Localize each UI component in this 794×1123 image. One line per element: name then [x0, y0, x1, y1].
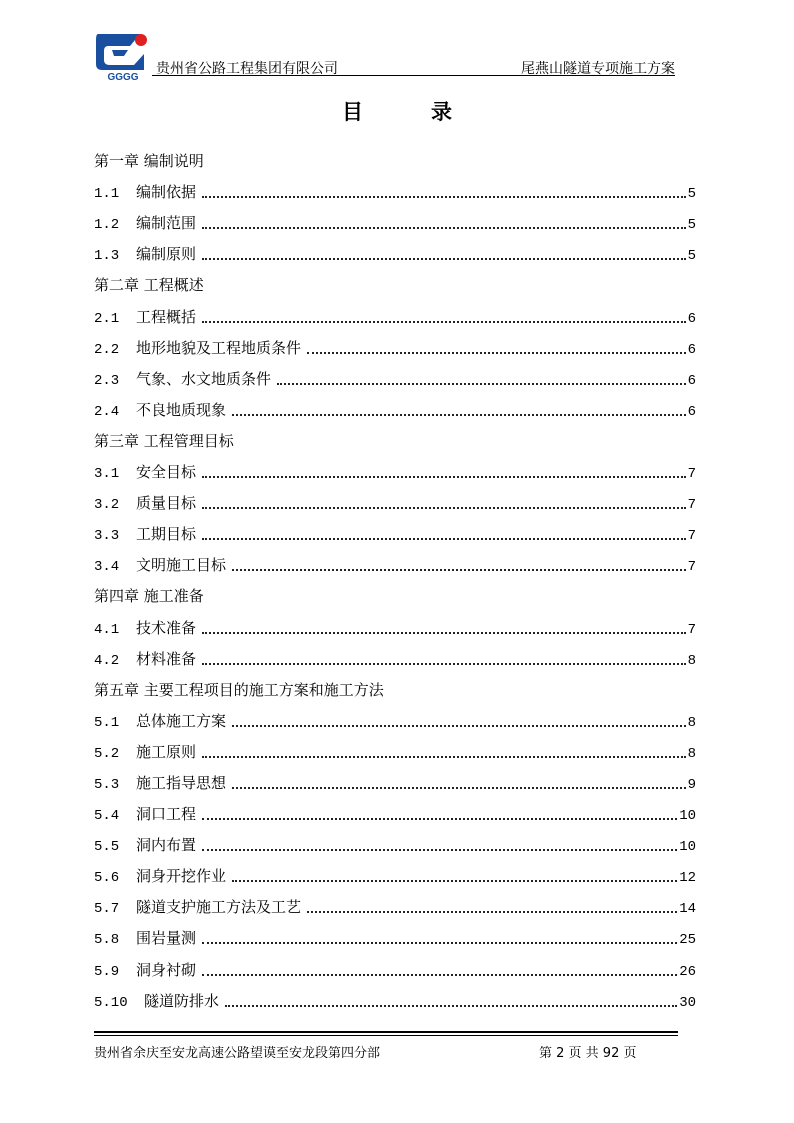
toc-entry[interactable]	[94, 513, 696, 544]
toc-leader-dots	[232, 715, 686, 727]
toc-entry-number: 1.2	[94, 217, 120, 234]
toc-entry-page: 25	[679, 932, 696, 949]
toc-chapter-label: 第四章 施工准备	[94, 587, 204, 606]
toc-entry-number: 5.3	[94, 776, 120, 793]
toc-entry-number: 3.3	[94, 528, 120, 545]
toc-entry-label: 不良地质现象	[136, 400, 227, 419]
toc-entry-page: 8	[687, 652, 696, 669]
toc-entry[interactable]	[94, 451, 696, 482]
toc-entry[interactable]	[94, 202, 696, 233]
toc-entry-page: 5	[687, 217, 696, 234]
toc-chapter[interactable]	[94, 575, 696, 606]
toc-entry-page: 5	[687, 248, 696, 265]
toc-entry-label: 工期目标	[136, 525, 197, 544]
toc-leader-dots	[202, 808, 677, 820]
toc-entry[interactable]	[94, 544, 696, 575]
toc-entry-number: 5.4	[94, 808, 120, 825]
toc-title	[0, 96, 794, 126]
toc-chapter[interactable]	[94, 140, 696, 171]
toc-entry-label: 安全目标	[136, 463, 197, 482]
toc-entry[interactable]	[94, 886, 696, 917]
toc-leader-dots	[232, 870, 677, 882]
toc-leader-dots	[202, 932, 677, 944]
logo-text: GGGG	[107, 72, 139, 82]
toc-entry-label: 施工指导思想	[136, 773, 227, 792]
toc-entry-page: 6	[687, 310, 696, 327]
toc-entry-page: 5	[687, 186, 696, 203]
toc-entry-page: 9	[687, 776, 696, 793]
toc-entry[interactable]	[94, 327, 696, 358]
toc-leader-dots	[202, 653, 686, 665]
toc-leader-dots	[232, 777, 686, 789]
toc-entry-number: 4.2	[94, 652, 120, 669]
toc-chapter-label: 第一章 编制说明	[94, 152, 204, 171]
toc-entry-label: 洞内布置	[136, 836, 197, 855]
toc-leader-dots	[202, 622, 686, 634]
toc-entry-label: 编制原则	[136, 245, 197, 264]
toc-entry-label: 文明施工目标	[136, 556, 227, 575]
toc-leader-dots	[202, 186, 686, 198]
toc-entry[interactable]	[94, 980, 696, 1011]
header-company: 贵州省公路工程集团有限公司	[156, 61, 338, 77]
toc-entry-page: 12	[679, 870, 696, 887]
toc-entry[interactable]	[94, 855, 696, 886]
toc-entry-page: 30	[679, 994, 696, 1011]
toc-entry-label: 质量目标	[136, 494, 197, 513]
toc-entry-number: 5.1	[94, 714, 120, 731]
toc-entry-number: 2.3	[94, 372, 120, 389]
toc-entry-number: 4.1	[94, 621, 120, 638]
toc-entry[interactable]	[94, 482, 696, 513]
toc-entry-label: 洞口工程	[136, 805, 197, 824]
toc-entry-page: 7	[687, 528, 696, 545]
toc-leader-dots	[225, 995, 677, 1007]
toc-chapter-label: 第二章 工程概述	[94, 276, 204, 295]
toc-entry-label: 洞身开挖作业	[136, 867, 227, 886]
toc-entry-label: 总体施工方案	[136, 711, 227, 730]
toc-entry-page: 8	[687, 745, 696, 762]
toc-leader-dots	[202, 964, 677, 976]
toc-leader-dots	[202, 746, 686, 758]
toc-leader-dots	[202, 497, 686, 509]
toc-entry[interactable]	[94, 358, 696, 389]
toc-entry-page: 6	[687, 341, 696, 358]
toc-chapter[interactable]	[94, 264, 696, 295]
toc-leader-dots	[232, 559, 686, 571]
footer-rule-thin	[94, 1035, 678, 1036]
toc-leader-dots	[307, 342, 686, 354]
toc-entry-label: 地形地貌及工程地质条件	[136, 338, 302, 357]
toc-entry[interactable]	[94, 917, 696, 948]
toc-leader-dots	[277, 373, 686, 385]
toc-entry-number: 5.5	[94, 839, 120, 856]
toc-title-char2: 录	[431, 99, 452, 124]
toc-entry[interactable]	[94, 389, 696, 420]
toc-entry-page: 6	[687, 372, 696, 389]
toc-entry-number: 5.6	[94, 870, 120, 887]
toc-entry-label: 隧道防排水	[144, 991, 220, 1010]
toc-entry[interactable]	[94, 233, 696, 264]
header-rule	[152, 75, 675, 76]
toc-leader-dots	[232, 404, 686, 416]
footer-page-number: 第 2 页 共 92 页	[539, 1046, 637, 1061]
toc-entry[interactable]	[94, 824, 696, 855]
toc-entry-label: 工程概括	[136, 307, 197, 326]
toc-entry[interactable]	[94, 171, 696, 202]
toc-entry-label: 编制范围	[136, 214, 197, 233]
toc-chapter-label: 第五章 主要工程项目的施工方案和施工方法	[94, 680, 384, 699]
toc-leader-dots	[202, 839, 677, 851]
toc-entry-label: 围岩量测	[136, 929, 197, 948]
footer-rule	[94, 1031, 678, 1033]
toc-entry-page: 7	[687, 497, 696, 514]
toc-entry-label: 施工原则	[136, 742, 197, 761]
toc-entry-label: 洞身衬砌	[136, 960, 197, 979]
toc-entry[interactable]	[94, 638, 696, 669]
toc-chapter[interactable]	[94, 420, 696, 451]
toc-leader-dots	[202, 248, 686, 260]
toc-entry-page: 7	[687, 466, 696, 483]
toc-entry[interactable]	[94, 606, 696, 637]
toc-entry-label: 编制依据	[136, 183, 197, 202]
toc-entry-page: 26	[679, 963, 696, 980]
toc-entry-number: 3.4	[94, 559, 120, 576]
toc-title-char1: 目	[342, 99, 363, 124]
toc-entry-number: 2.1	[94, 310, 120, 327]
toc-entry-page: 7	[687, 621, 696, 638]
toc-entry[interactable]	[94, 948, 696, 979]
toc-entry-page: 8	[687, 714, 696, 731]
logo-mark-icon	[94, 26, 152, 82]
toc-entry-number: 3.2	[94, 497, 120, 514]
header-doc-title: 尾燕山隧道专项施工方案	[521, 61, 675, 77]
toc-entry-label: 气象、水文地质条件	[136, 369, 272, 388]
toc-entry-number: 2.4	[94, 403, 120, 420]
toc-entry[interactable]	[94, 793, 696, 824]
toc-entry-page: 14	[679, 901, 696, 918]
toc-entry-number: 5.9	[94, 963, 120, 980]
table-of-contents	[94, 140, 696, 1011]
toc-entry-number: 1.1	[94, 186, 120, 203]
toc-entry[interactable]	[94, 731, 696, 762]
company-logo	[94, 26, 152, 82]
toc-leader-dots	[202, 466, 686, 478]
toc-leader-dots	[202, 311, 686, 323]
toc-entry-page: 10	[679, 808, 696, 825]
toc-entry-number: 1.3	[94, 248, 120, 265]
toc-entry-number: 5.7	[94, 901, 120, 918]
toc-leader-dots	[202, 528, 686, 540]
toc-entry-number: 5.8	[94, 932, 120, 949]
toc-entry-number: 5.10	[94, 994, 128, 1011]
toc-entry-label: 技术准备	[136, 618, 197, 637]
toc-entry-page: 7	[687, 559, 696, 576]
footer-project: 贵州省余庆至安龙高速公路望谟至安龙段第四分部	[94, 1046, 381, 1061]
toc-entry-label: 材料准备	[136, 649, 197, 668]
toc-entry-number: 2.2	[94, 341, 120, 358]
toc-leader-dots	[307, 901, 677, 913]
toc-entry[interactable]	[94, 295, 696, 326]
toc-chapter-label: 第三章 工程管理目标	[94, 431, 234, 450]
toc-entry-number: 3.1	[94, 466, 120, 483]
toc-entry[interactable]	[94, 700, 696, 731]
toc-leader-dots	[202, 217, 686, 229]
toc-chapter[interactable]	[94, 669, 696, 700]
toc-entry-page: 6	[687, 403, 696, 420]
toc-entry[interactable]	[94, 762, 696, 793]
toc-entry-page: 10	[679, 839, 696, 856]
toc-entry-label: 隧道支护施工方法及工艺	[136, 898, 302, 917]
toc-entry-number: 5.2	[94, 745, 120, 762]
